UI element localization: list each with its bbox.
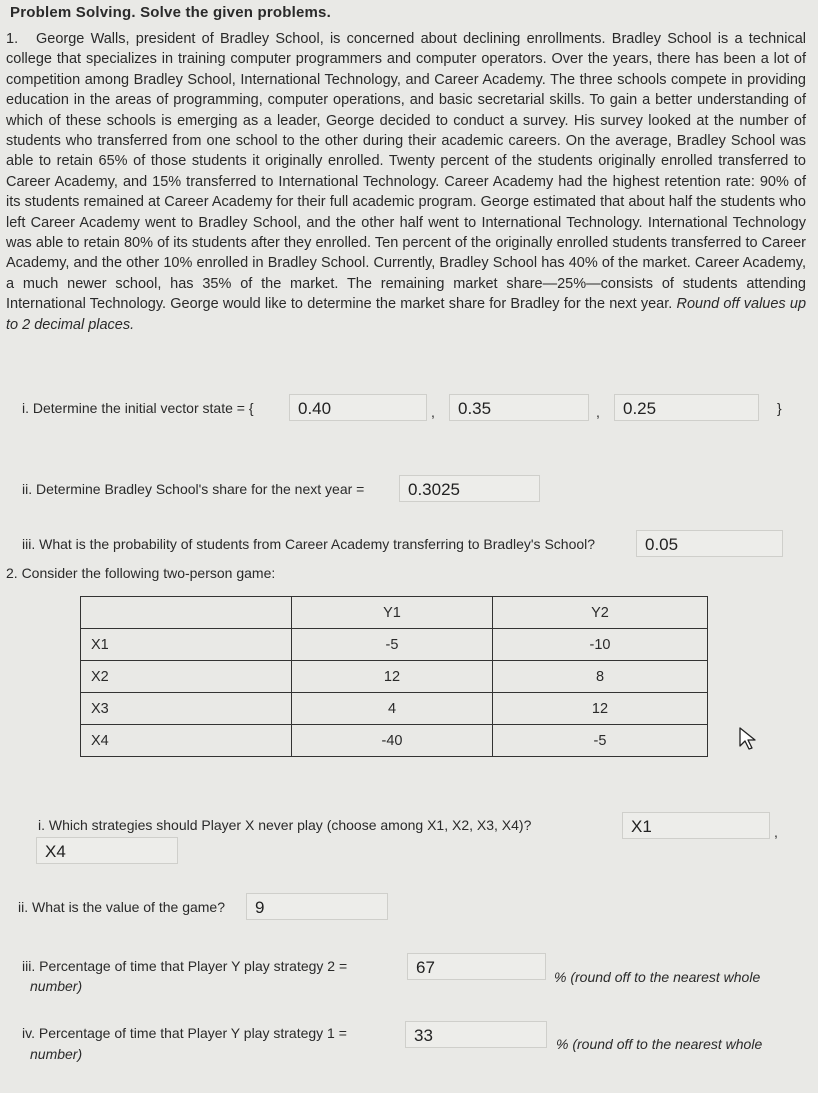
separator-comma: , xyxy=(774,824,778,840)
payoff-cell: 4 xyxy=(292,693,493,725)
payoff-cell: -10 xyxy=(493,629,708,661)
q2-iv-label: iv. Percentage of time that Player Y play strategy 1 = xyxy=(22,1025,347,1041)
problem-1-number: 1. xyxy=(6,31,19,47)
table-header-y1: Y1 xyxy=(292,597,493,629)
problem-2-intro: 2. Consider the following two-person game: xyxy=(6,565,276,581)
bradley-share-input[interactable]: 0.3025 xyxy=(399,475,540,502)
payoff-cell: -5 xyxy=(292,629,493,661)
q2-iii-label: iii. Percentage of time that Player Y play strategy 2 = xyxy=(22,958,348,974)
rounding-note: % (round off to the nearest whole xyxy=(556,1036,763,1052)
q2-ii-label: ii. What is the value of the game? xyxy=(18,899,225,915)
problem-1-text: George Walls, president of Bradley School, is concerned about declining enrollments. Bradley School is a technical college that specializes in training computer programmers and computer operators. Over the years, there has been a lot of competition among Bradley School, International Technology, and Career Academy. The three schools compete in providing education in the areas of programming, computer operations, and basic secretarial skills. To gain a better understanding of which of these schools is emerging as a leader, George decided to conduct a survey. His survey looked at the number of students who transferred from one school to the other during their academic careers. On the average, Bradley School was able to retain 65% of those students it originally enrolled. Twenty percent of the students originally enrolled transferred to Career Academy, and 15% transferred to International Technology. Career Academy had the highest retention rate: 90% of its students remained at Career Academy for their full academic program. George estimated that about half the students who left Career Academy went to Bradley School, and the other half went to International Technology. International Technology was able to retain 80% of its students after they enrolled. Ten percent of the originally enrolled students transferred to Career Academy, and the other 10% enrolled in Bradley School. Currently, Bradley School has 40% of the market. Career Academy, a much newer school, has 35% of the market. The remaining market share—25%—consists of students attending International Technology. George would like to determine the market share for Bradley for the next year. xyxy=(6,31,806,313)
row-label: X1 xyxy=(81,629,292,661)
problem-1-rounding-note: Round off values up to 2 decimal places. xyxy=(6,296,807,333)
payoff-cell: 12 xyxy=(493,693,708,725)
payoff-cell: 8 xyxy=(493,661,708,693)
never-play-field-1[interactable]: X1 xyxy=(622,812,770,839)
table-header-cell xyxy=(81,597,292,629)
row-label: X3 xyxy=(81,693,292,725)
strategy-1-percentage-input[interactable]: 33 xyxy=(405,1021,547,1048)
initial-vector-field-2[interactable]: 0.35 xyxy=(449,394,589,421)
initial-vector-field-1[interactable]: 0.40 xyxy=(289,394,427,421)
payoff-cell: -40 xyxy=(292,725,493,757)
table-row xyxy=(81,725,708,757)
rounding-note-wrap: number) xyxy=(30,1046,83,1062)
page-title: Problem Solving. Solve the given problems. xyxy=(10,4,331,21)
table-row xyxy=(81,661,708,693)
transfer-probability-input[interactable]: 0.05 xyxy=(636,530,783,557)
q2-i-label: i. Which strategies should Player X never play (choose among X1, X2, X3, X4)? xyxy=(38,817,532,833)
row-label: X2 xyxy=(81,661,292,693)
initial-vector-field-3[interactable]: 0.25 xyxy=(614,394,759,421)
table-row xyxy=(81,629,708,661)
vector-close-brace: } xyxy=(777,400,782,416)
never-play-field-2[interactable]: X4 xyxy=(36,837,178,864)
rounding-note: % (round off to the nearest whole xyxy=(554,969,761,985)
rounding-note-wrap: number) xyxy=(30,978,83,994)
payoff-cell: 12 xyxy=(292,661,493,693)
q1-ii-label: ii. Determine Bradley School's share for the next year = xyxy=(22,481,365,497)
game-value-input[interactable]: 9 xyxy=(246,893,388,920)
table-row xyxy=(81,693,708,725)
table-header-row xyxy=(81,597,708,629)
q1-iii-label: iii. What is the probability of students from Career Academy transferring to Bradley's School? xyxy=(22,536,596,552)
row-label: X4 xyxy=(81,725,292,757)
table-header-y2: Y2 xyxy=(493,597,708,629)
payoff-cell: -5 xyxy=(493,725,708,757)
separator-comma: , xyxy=(596,404,600,420)
separator-comma: , xyxy=(431,404,435,420)
mouse-pointer-icon xyxy=(737,725,763,751)
payoff-table xyxy=(80,596,708,757)
strategy-2-percentage-input[interactable]: 67 xyxy=(407,953,546,980)
problem-1-statement xyxy=(6,29,806,335)
q1-i-label: i. Determine the initial vector state = { xyxy=(22,400,254,416)
